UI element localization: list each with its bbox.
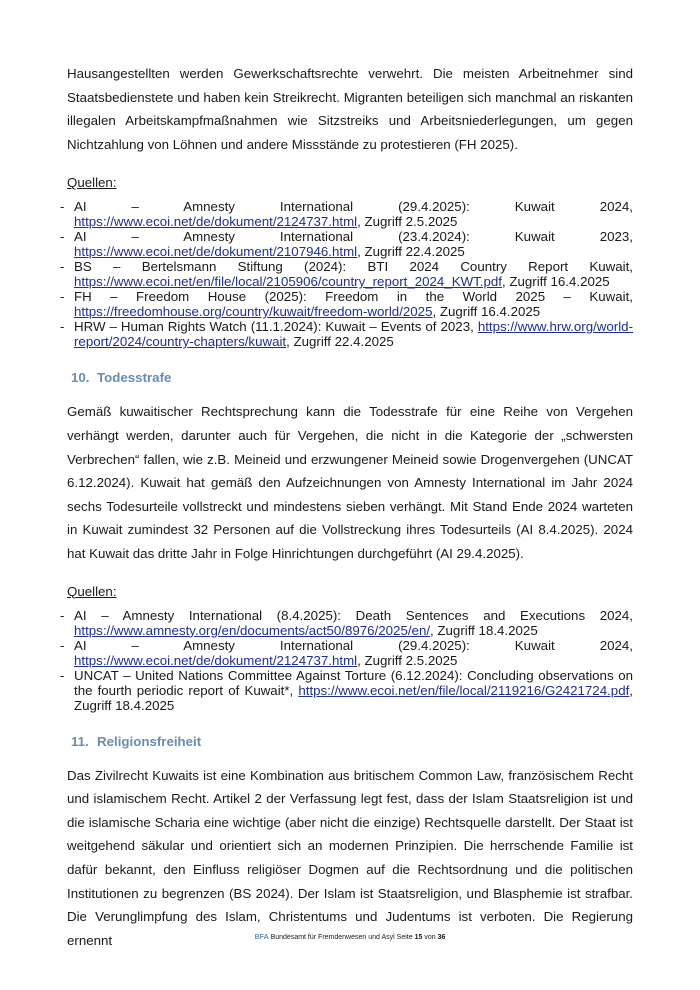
- source-citation: AI – Amnesty International (23.4.2024): Kuwait 2023,: [74, 229, 633, 245]
- source-citation: AI – Amnesty International (8.4.2025): Death Sentences and Executions 2024,: [74, 607, 633, 623]
- section-11-heading: [67, 733, 633, 751]
- source-citation: UNCAT – United Nations Committee Against Torture (6.12.2024): Concluding observations on the fourth periodic report of Kuwait*,: [74, 667, 633, 698]
- source-access-date: , Zugriff 22.4.2025: [357, 244, 465, 260]
- source-body: [74, 668, 633, 713]
- section-title: Todesstrafe: [97, 370, 172, 386]
- source-access-date: , Zugriff 16.4.2025: [432, 304, 541, 320]
- source-link[interactable]: https://www.hrw.org/world-report/2024/country-chapters/kuwait: [74, 319, 633, 350]
- list-dash: -: [60, 667, 65, 683]
- source-citation: HRW – Human Rights Watch (11.1.2024): Kuwait – Events of 2023,: [74, 319, 474, 335]
- source-link[interactable]: https://www.ecoi.net/de/dokument/2124737.html: [74, 652, 358, 668]
- footer-of-word: von: [424, 934, 436, 941]
- source-citation: AI – Amnesty International (29.4.2025): Kuwait 2024,: [74, 199, 633, 215]
- source-item: [60, 319, 633, 350]
- source-item: [60, 667, 633, 713]
- list-dash: -: [60, 199, 65, 215]
- source-item: [60, 199, 633, 230]
- source-access-date: , Zugriff 18.4.2025: [74, 682, 633, 713]
- source-access-date: , Zugriff 16.4.2025: [501, 274, 610, 290]
- source-citation: FH – Freedom House (2025): Freedom in the World 2025 – Kuwait,: [74, 289, 633, 305]
- sources-list: [60, 199, 633, 350]
- footer-org: Bundesamt für Fremdenwesen und Asyl: [270, 934, 395, 941]
- source-item: [60, 607, 633, 638]
- sources-list: [60, 607, 633, 713]
- source-link[interactable]: https://www.ecoi.net/de/dokument/2107946.html: [74, 244, 358, 260]
- footer-page-total: 36: [437, 934, 446, 941]
- footer-page-number: 15: [414, 934, 423, 941]
- source-body: [74, 259, 633, 289]
- section-number: 10.: [71, 370, 90, 386]
- source-body: [74, 229, 633, 259]
- footer-page-word: Seite: [396, 934, 413, 941]
- source-body: [74, 638, 633, 668]
- source-citation: BS – Bertelsmann Stiftung (2024): BTI 2024 Country Report Kuwait,: [74, 259, 633, 275]
- source-access-date: , Zugriff 22.4.2025: [286, 334, 394, 350]
- list-dash: -: [60, 259, 65, 275]
- source-body: [74, 199, 633, 229]
- sources-label: Quellen:: [67, 175, 117, 191]
- page-footer: [0, 934, 700, 941]
- section-10-heading: [67, 369, 633, 387]
- source-link[interactable]: https://www.ecoi.net/en/file/local/2119216/G2421724.pdf: [298, 682, 630, 698]
- source-body: [74, 319, 633, 349]
- source-link[interactable]: https://www.amnesty.org/en/documents/act50/8976/2025/en/: [74, 622, 431, 638]
- sources-label: Quellen:: [67, 583, 117, 599]
- document-page: [60, 62, 633, 952]
- section-10-paragraph: Gemäß kuwaitischer Rechtsprechung kann die Todesstrafe für eine Reihe von Vergehen verhängt werden, darunter auch für Vergehen, die nicht in die Kategorie der „schwersten Verbrechen“ fallen, wie z.B. Meineid und erzwungener Meineid sowie Drogenvergehen (UNCAT 6.12.2024). Kuwait hat gemäß den Aufzeichnungen von Amnesty International im Jahr 2024 sechs Todesurteile vollstreckt und mindestens sieben verhängt. Mit Stand Ende 2024 warteten in Kuwait zumindest 32 Personen auf die Vollstreckung ihres Todesurteils (AI 8.4.2025). 2024 hat Kuwait das dritte Jahr in Folge Hinrichtungen durchgeführt (AI 29.4.2025).: [67, 404, 633, 561]
- source-link[interactable]: https://www.ecoi.net/en/file/local/2105906/country_report_2024_KWT.pdf: [74, 274, 502, 290]
- source-body: [74, 608, 633, 638]
- source-body: [74, 289, 633, 319]
- list-dash: -: [60, 289, 65, 305]
- bfa-logo: BFA: [254, 934, 269, 941]
- source-item: [60, 259, 633, 290]
- list-dash: -: [60, 229, 65, 245]
- source-link[interactable]: https://www.ecoi.net/de/dokument/2124737.html: [74, 214, 358, 230]
- section-title: Religionsfreiheit: [97, 733, 202, 749]
- source-link[interactable]: https://freedomhouse.org/country/kuwait/freedom-world/2025: [74, 304, 433, 320]
- source-access-date: , Zugriff 2.5.2025: [357, 652, 458, 668]
- section-number: 11.: [71, 733, 89, 749]
- list-dash: -: [60, 637, 65, 653]
- intro-paragraph: Hausangestellten werden Gewerkschaftsrechte verwehrt. Die meisten Arbeitnehmer sind Staatsbedienstete und haben kein Streikrecht. Migranten beteiligen sich manchmal an riskanten illegalen Arbeitskampfmaßnahmen wie Sitzstreiks und Arbeitsniederlegungen, um gegen Nichtzahlung von Löhnen und andere Missstände zu protestieren (FH 2025).: [67, 66, 633, 152]
- source-citation: AI – Amnesty International (29.4.2025): Kuwait 2024,: [74, 637, 633, 653]
- list-dash: -: [60, 319, 65, 335]
- section-11-paragraph: Das Zivilrecht Kuwaits ist eine Kombination aus britischem Common Law, französischem Recht und islamischem Recht. Artikel 2 der Verfassung legt fest, dass der Islam Staatsreligion ist und die islamische Scharia eine wichtige (aber nicht die einzige) Rechtsquelle darstellt. Der Staat ist weitgehend säkular und orientiert sich an modernen Prinzipien. Die herrschende Familie ist dafür bekannt, den Einfluss religiöser Dogmen auf die Rechtsordnung und die politischen Institutionen zu begrenzen (BS 2024). Der Islam ist Staatsreligion, und Blasphemie ist strafbar. Die Verunglimpfung des Islam, Christentums und Judentums ist verboten. Die Regierung ernennt: [67, 767, 633, 948]
- source-item: [60, 289, 633, 320]
- source-access-date: , Zugriff 2.5.2025: [357, 214, 458, 230]
- list-dash: -: [60, 607, 65, 623]
- source-access-date: , Zugriff 18.4.2025: [430, 622, 538, 638]
- source-item: [60, 637, 633, 668]
- source-item: [60, 229, 633, 260]
